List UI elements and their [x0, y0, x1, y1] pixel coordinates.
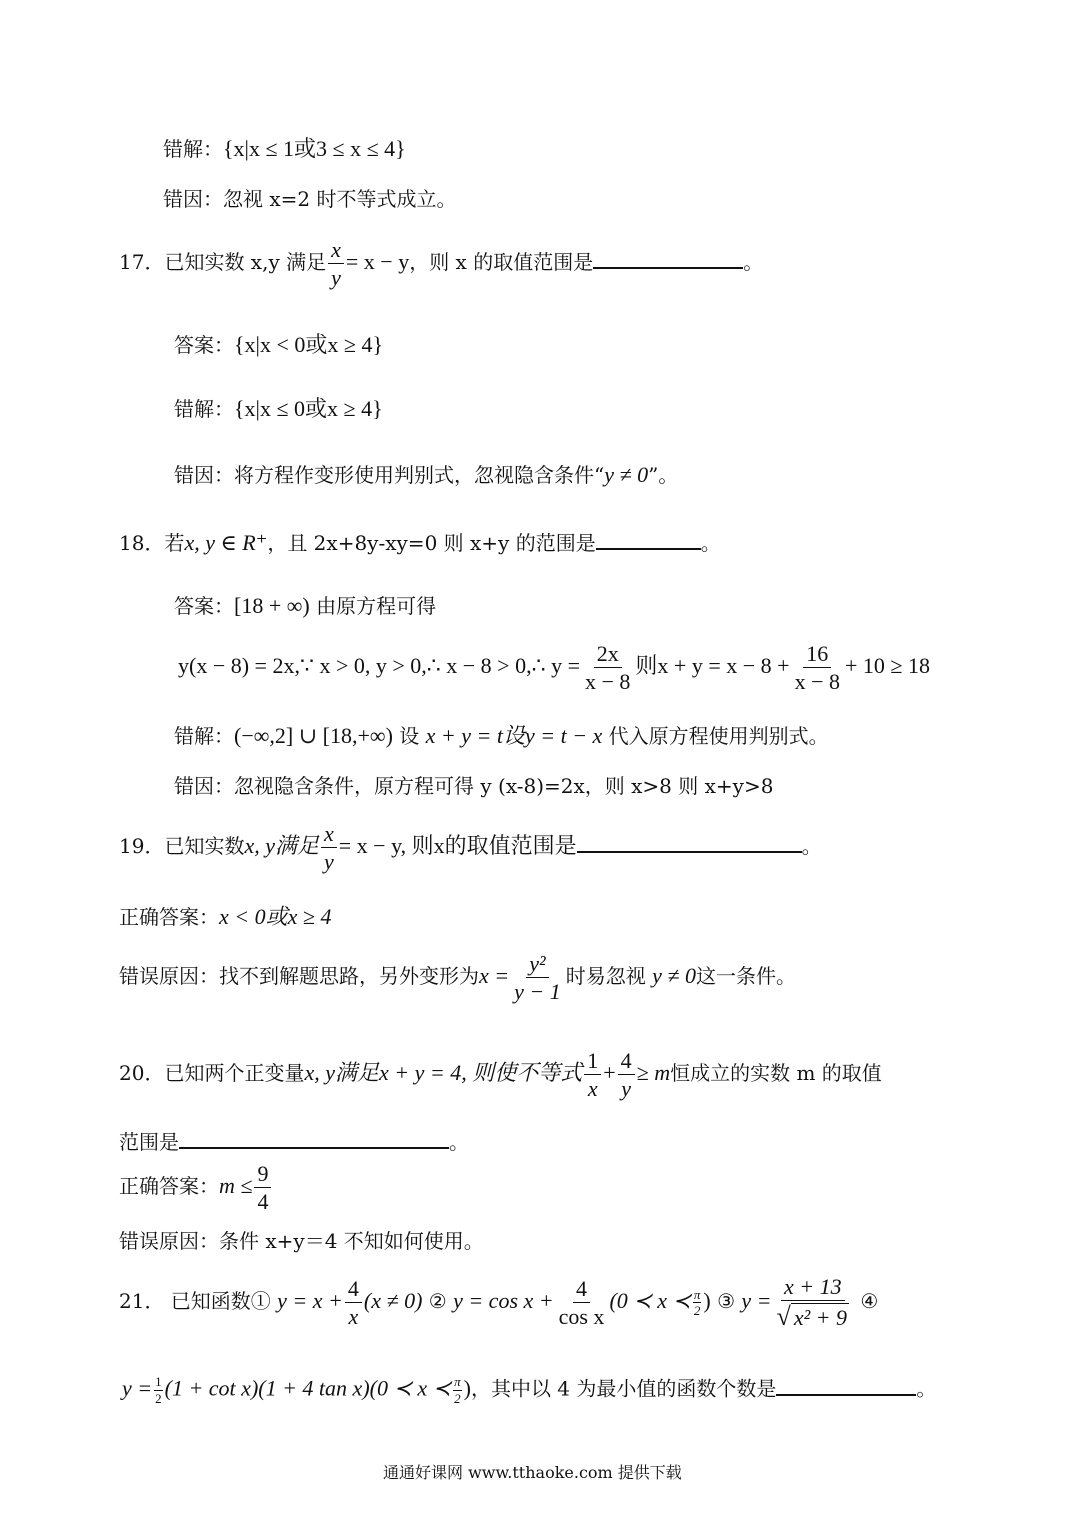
label: 答案： — [174, 333, 234, 357]
text: 错误原因：找不到解题思路，另外变形为 — [119, 964, 479, 989]
numerator: x + 13 — [781, 1275, 845, 1301]
numerator: 9 — [254, 1162, 271, 1188]
answer-20 — [119, 1162, 273, 1213]
question-text: ，其中以 4 为最小值的函数个数是 — [470, 1376, 777, 1401]
text: 范围是 — [119, 1130, 179, 1154]
function-4-body: (1 + cot x)(1 + 4 tan x)(0 ≺ x ≺ — [164, 1375, 452, 1401]
fraction — [511, 952, 564, 1003]
period: 。 — [449, 1130, 469, 1154]
formula: y ≠ 0 — [604, 462, 649, 487]
fraction-1 — [582, 642, 633, 693]
answer-blank — [596, 547, 701, 550]
question-text-2: ，则 x 的取值范围是 — [409, 250, 594, 275]
question-18 — [119, 532, 721, 554]
question-text-2: 恒成立的实数 m 的取值 — [670, 1061, 882, 1086]
numerator: 1 — [155, 1374, 162, 1389]
numerator: 16 — [803, 642, 831, 668]
question-21-cont — [122, 1375, 936, 1405]
derivation-18 — [178, 642, 930, 693]
formula-2: x + y = t设y = t − x — [425, 723, 603, 748]
formula-2: ≥ m — [636, 1060, 671, 1086]
function-3: y = — [741, 1288, 772, 1314]
equation: = x − y — [345, 249, 410, 275]
equation: = x − y, 则x的取值范围是 — [338, 833, 577, 859]
answer-17 — [174, 334, 383, 356]
fraction-f1 — [345, 1277, 362, 1328]
wrong-reason-19 — [119, 952, 796, 1003]
numerator: x — [321, 822, 337, 848]
numerator: π — [454, 1374, 461, 1389]
wrong-reason-18 — [174, 776, 773, 796]
denominator: x² + 9 — [791, 1303, 849, 1329]
fraction-2 — [618, 1049, 635, 1100]
text: 错因：忽视 x=2 时不等式成立。 — [163, 187, 457, 211]
formula: m ≤ — [219, 1173, 253, 1199]
label: 错解： — [174, 724, 234, 748]
wrong-reason-17 — [174, 464, 678, 486]
label: 错解： — [174, 397, 234, 421]
denominator: 2 — [693, 1303, 701, 1319]
wrong-reason-20 — [119, 1231, 484, 1251]
text-end: 代入原方程使用判别式。 — [608, 724, 829, 748]
circled-2: ② — [428, 1289, 447, 1314]
numerator: y² — [526, 952, 548, 978]
formula-2: y ≠ 0 — [652, 963, 696, 989]
text-2: 时易忽视 — [565, 964, 646, 989]
sqrt-sign: √ — [776, 1302, 791, 1332]
wrong-solution-16 — [163, 138, 406, 160]
numerator: 4 — [618, 1049, 635, 1075]
denominator: y — [331, 265, 341, 291]
fraction — [254, 1162, 271, 1213]
numerator: π — [693, 1286, 701, 1302]
formula-3: + 10 ≥ 18 — [844, 653, 930, 679]
question-text: 19．已知实数 — [119, 834, 245, 859]
formula: {x|x ≤ 1或3 ≤ x ≤ 4} — [223, 136, 406, 161]
denominator: 2 — [155, 1390, 162, 1406]
fraction-1 — [584, 1049, 601, 1100]
numerator: 4 — [345, 1277, 362, 1303]
denominator: x − 8 — [794, 669, 840, 695]
label: 错解： — [163, 137, 223, 161]
condition-2: (0 ≺ x ≺ — [609, 1288, 691, 1314]
numerator: 2x — [594, 642, 622, 668]
period: 。 — [743, 250, 764, 275]
question-19 — [119, 822, 822, 873]
period: 。 — [916, 1376, 937, 1401]
formula: [18 + ∞) — [234, 593, 310, 618]
question-text: 21． 已知函数① — [119, 1289, 271, 1314]
period: 。 — [700, 531, 721, 555]
formula: x < 0或x ≥ 4 — [219, 904, 332, 929]
answer-blank — [776, 1393, 916, 1396]
text-end: ”。 — [648, 463, 679, 487]
text: 错因：将方程作变形使用判别式，忽视隐含条件“ — [174, 463, 605, 487]
plus: + — [603, 1060, 616, 1086]
circled-3: ③ — [717, 1289, 736, 1314]
fraction-half — [154, 1375, 163, 1405]
answer-blank — [577, 850, 802, 853]
wrong-solution-17 — [174, 398, 383, 420]
denominator: x − 8 — [585, 669, 631, 695]
text: 错因：忽视隐含条件，原方程可得 y (x-8)=2x，则 x>8 则 x+y>8 — [174, 774, 774, 798]
function-4: y = — [122, 1375, 153, 1401]
question-text: 18．若 — [119, 531, 185, 555]
function-2: y = cos x + — [453, 1288, 554, 1314]
question-21 — [119, 1275, 878, 1330]
label: 正确答案： — [119, 1174, 219, 1199]
answer-blank — [593, 266, 743, 269]
formula: x = — [479, 963, 510, 989]
answer-18 — [174, 595, 436, 617]
fraction-f2 — [556, 1277, 608, 1328]
denominator: y − 1 — [514, 979, 561, 1005]
function-1: y = x + — [277, 1288, 343, 1314]
formula-1: y(x − 8) = 2x,∵ x > 0, y > 0,∴ x − 8 > 0,∴ y = — [178, 653, 580, 679]
fraction — [321, 822, 337, 873]
denominator: 4 — [257, 1189, 269, 1215]
question-text: 17．已知实数 x,y 满足 — [119, 250, 327, 275]
condition-1: (x ≠ 0) — [363, 1288, 423, 1314]
fraction-f3 — [774, 1275, 853, 1330]
paren-close: ) — [463, 1375, 471, 1401]
numerator: 1 — [584, 1049, 601, 1075]
circled-4: ④ — [860, 1289, 879, 1314]
formula: x, y满足 — [244, 833, 319, 859]
text-end: 这一条件。 — [695, 964, 796, 989]
fraction-pi-2 — [453, 1375, 462, 1405]
question-20-cont — [119, 1132, 469, 1152]
answer-blank — [179, 1146, 449, 1149]
fraction-2 — [792, 642, 843, 693]
formula: (−∞,2] ∪ [18,+∞) — [234, 723, 393, 748]
wrong-reason-16 — [163, 189, 456, 209]
denominator: y — [323, 849, 334, 875]
question-text: 20．已知两个正变量 — [119, 1061, 305, 1086]
numerator: x — [328, 238, 344, 264]
paren-close: ) — [703, 1288, 711, 1314]
denominator: cos x — [558, 1304, 605, 1330]
text: 由原方程可得 — [316, 594, 437, 618]
formula: {x|x ≤ 0或x ≥ 4} — [234, 396, 383, 421]
fraction — [328, 238, 344, 289]
numerator: 4 — [573, 1277, 590, 1303]
footer: 通通好课网 www.tthaoke.com 提供下载 — [383, 1463, 682, 1482]
denominator: x — [587, 1076, 598, 1102]
question-17 — [119, 238, 763, 289]
formula: {x|x < 0或x ≥ 4} — [234, 332, 384, 357]
question-text-2: ，且 2x+8y-xy=0 则 x+y 的范围是 — [267, 531, 596, 555]
denominator: y — [621, 1076, 632, 1102]
label: 答案： — [174, 594, 234, 618]
formula: x, y满足x + y = 4, 则使不等式 — [304, 1060, 583, 1086]
text: 错误原因：条件 x+y＝4 不知如何使用。 — [119, 1229, 484, 1253]
denominator: x — [348, 1304, 359, 1330]
period: 。 — [801, 834, 822, 859]
question-20 — [119, 1049, 882, 1100]
denominator: 2 — [454, 1390, 461, 1406]
answer-19 — [119, 906, 331, 928]
fraction-pi-2 — [693, 1288, 702, 1318]
wrong-solution-18 — [174, 725, 829, 747]
text-mid: 设 — [399, 724, 420, 748]
formula: x, y ∈ R⁺ — [184, 530, 268, 555]
formula-2: 则x + y = x − 8 + — [635, 653, 790, 679]
label: 正确答案： — [119, 905, 219, 929]
